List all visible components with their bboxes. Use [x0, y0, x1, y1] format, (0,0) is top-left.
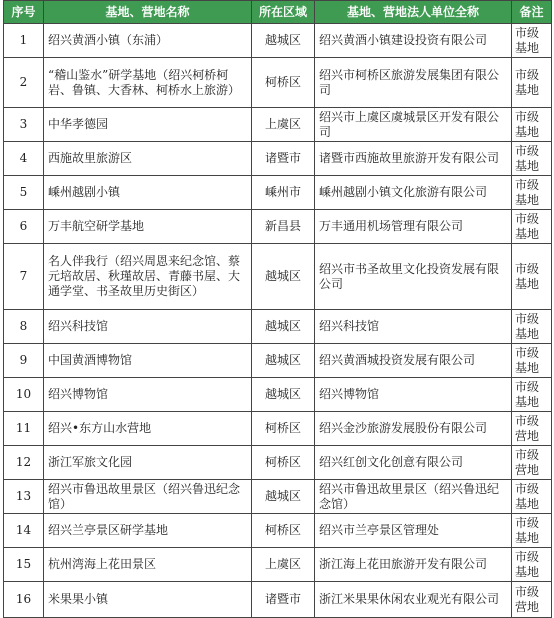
cell-owner: 万丰通用机场管理有限公司: [315, 210, 512, 244]
cell-owner: 诸暨市西施故里旅游开发有限公司: [315, 142, 512, 176]
cell-area: 越城区: [252, 24, 315, 58]
cell-note: 市级基地: [512, 480, 552, 514]
table-row: [4, 446, 552, 480]
cell-owner: 绍兴红创文化创意有限公司: [315, 446, 512, 480]
cell-owner: 绍兴黄酒城投资发展有限公司: [315, 344, 512, 378]
cell-note: 市级基地: [512, 344, 552, 378]
table-row: [4, 58, 552, 108]
table-row: [4, 108, 552, 142]
cell-area: 越城区: [252, 310, 315, 344]
cell-owner: 绍兴市上虞区虞城景区开发有限公司: [315, 108, 512, 142]
cell-no: 6: [4, 210, 44, 244]
table-row: [4, 244, 552, 310]
table-row: [4, 480, 552, 514]
table-row: [4, 514, 552, 548]
cell-no: 9: [4, 344, 44, 378]
cell-no: 7: [4, 244, 44, 310]
cell-no: 13: [4, 480, 44, 514]
cell-note: 市级基地: [512, 24, 552, 58]
cell-no: 5: [4, 176, 44, 210]
cell-area: 新昌县: [252, 210, 315, 244]
cell-no: 10: [4, 378, 44, 412]
cell-area: 嵊州市: [252, 176, 315, 210]
header-row: [4, 1, 552, 24]
table-row: [4, 210, 552, 244]
cell-owner: 绍兴市柯桥区旅游发展集团有限公司: [315, 58, 512, 108]
cell-name: 绍兴科技馆: [44, 310, 252, 344]
header-name: 基地、营地名称: [44, 1, 252, 24]
cell-no: 4: [4, 142, 44, 176]
cell-owner: 浙江米果果休闲农业观光有限公司: [315, 582, 512, 618]
cell-area: 上虞区: [252, 108, 315, 142]
table-row: [4, 548, 552, 582]
cell-note: 市级营地: [512, 582, 552, 618]
header-note: 备注: [512, 1, 552, 24]
cell-owner: 绍兴市书圣故里文化投资发展有限公司: [315, 244, 512, 310]
cell-area: 越城区: [252, 378, 315, 412]
cell-note: 市级基地: [512, 244, 552, 310]
cell-area: 越城区: [252, 244, 315, 310]
cell-note: 市级基地: [512, 310, 552, 344]
cell-no: 3: [4, 108, 44, 142]
cell-name: 绍兴黄酒小镇（东浦）: [44, 24, 252, 58]
header-no: 序号: [4, 1, 44, 24]
cell-note: 市级基地: [512, 108, 552, 142]
document-page: [3, 0, 551, 614]
cell-owner: 绍兴黄酒小镇建设投资有限公司: [315, 24, 512, 58]
header-owner: 基地、营地法人单位全称: [315, 1, 512, 24]
table-row: [4, 310, 552, 344]
cell-no: 8: [4, 310, 44, 344]
cell-name: 中国黄酒博物馆: [44, 344, 252, 378]
cell-area: 柯桥区: [252, 514, 315, 548]
cell-name: 杭州湾海上花田景区: [44, 548, 252, 582]
cell-note: 市级营地: [512, 412, 552, 446]
cell-no: 1: [4, 24, 44, 58]
camps-table: [3, 0, 552, 618]
cell-owner: 绍兴博物馆: [315, 378, 512, 412]
cell-name: “稽山鉴水”研学基地（绍兴柯桥柯岩、鲁镇、大香林、柯桥水上旅游）: [44, 58, 252, 108]
cell-name: 绍兴市鲁迅故里景区（绍兴鲁迅纪念馆）: [44, 480, 252, 514]
cell-name: 中华孝德园: [44, 108, 252, 142]
cell-owner: 绍兴市鲁迅故里景区（绍兴鲁迅纪念馆）: [315, 480, 512, 514]
cell-owner: 嵊州越剧小镇文化旅游有限公司: [315, 176, 512, 210]
cell-note: 市级基地: [512, 548, 552, 582]
cell-owner: 绍兴科技馆: [315, 310, 512, 344]
cell-owner: 浙江海上花田旅游开发有限公司: [315, 548, 512, 582]
cell-name: 西施故里旅游区: [44, 142, 252, 176]
cell-name: 浙江军旅文化园: [44, 446, 252, 480]
cell-name: 嵊州越剧小镇: [44, 176, 252, 210]
cell-no: 2: [4, 58, 44, 108]
cell-no: 15: [4, 548, 44, 582]
cell-note: 市级营地: [512, 446, 552, 480]
cell-area: 诸暨市: [252, 142, 315, 176]
table-row: [4, 344, 552, 378]
cell-name: 绍兴•东方山水营地: [44, 412, 252, 446]
table-row: [4, 24, 552, 58]
cell-area: 诸暨市: [252, 582, 315, 618]
cell-note: 市级基地: [512, 378, 552, 412]
cell-area: 柯桥区: [252, 58, 315, 108]
cell-no: 12: [4, 446, 44, 480]
header-area: 所在区域: [252, 1, 315, 24]
cell-name: 绍兴博物馆: [44, 378, 252, 412]
cell-note: 市级基地: [512, 514, 552, 548]
cell-area: 上虞区: [252, 548, 315, 582]
cell-name: 万丰航空研学基地: [44, 210, 252, 244]
cell-area: 柯桥区: [252, 412, 315, 446]
cell-note: 市级基地: [512, 142, 552, 176]
cell-note: 市级基地: [512, 210, 552, 244]
cell-no: 14: [4, 514, 44, 548]
cell-name: 名人伴我行（绍兴周恩来纪念馆、蔡元培故居、秋瑾故居、青藤书屋、大通学堂、书圣故里历史街区）: [44, 244, 252, 310]
table-header: [4, 1, 552, 24]
cell-name: 绍兴兰亭景区研学基地: [44, 514, 252, 548]
cell-area: 柯桥区: [252, 446, 315, 480]
table-row: [4, 378, 552, 412]
table-row: [4, 176, 552, 210]
table-row: [4, 142, 552, 176]
table-row: [4, 582, 552, 618]
table-body: [4, 24, 552, 618]
cell-note: 市级基地: [512, 176, 552, 210]
cell-owner: 绍兴市兰亭景区管理处: [315, 514, 512, 548]
cell-area: 越城区: [252, 344, 315, 378]
cell-owner: 绍兴金沙旅游发展股份有限公司: [315, 412, 512, 446]
cell-area: 越城区: [252, 480, 315, 514]
table-row: [4, 412, 552, 446]
cell-name: 米果果小镇: [44, 582, 252, 618]
cell-no: 16: [4, 582, 44, 618]
cell-no: 11: [4, 412, 44, 446]
cell-note: 市级基地: [512, 58, 552, 108]
